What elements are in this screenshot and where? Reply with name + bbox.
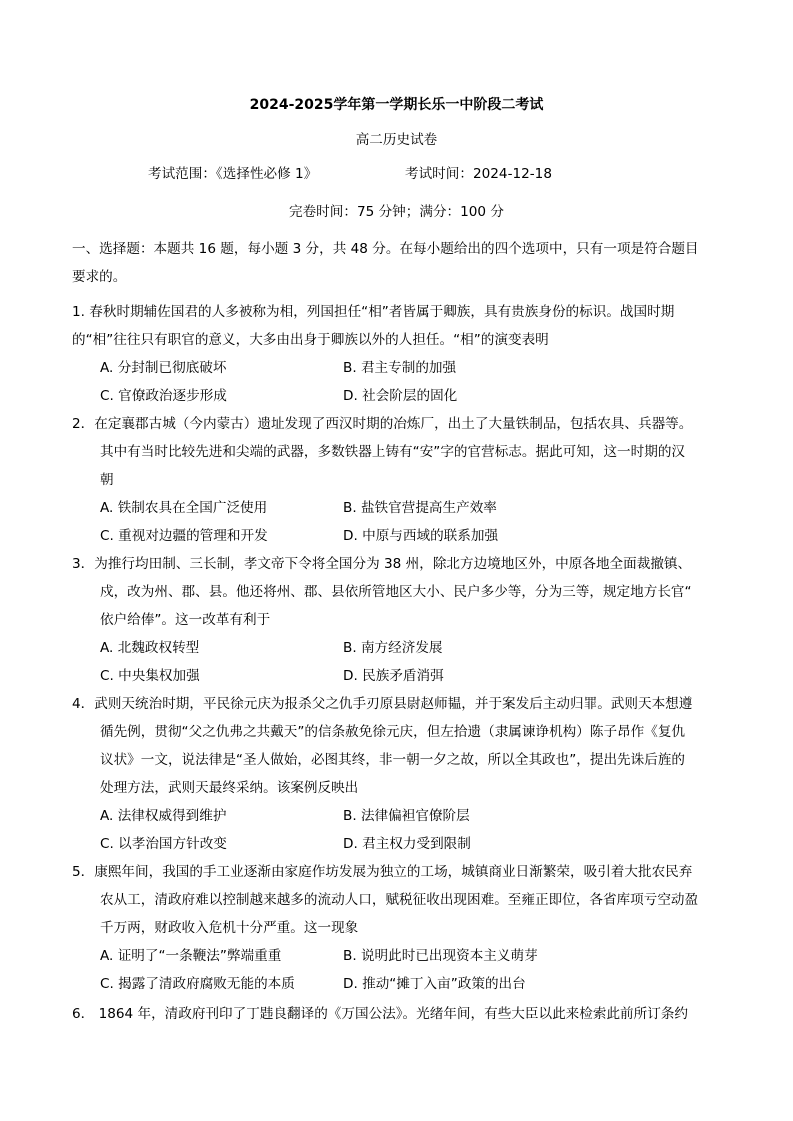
- option-c[interactable]: C. 重视对边疆的管理和开发: [100, 528, 268, 544]
- option-d[interactable]: D. 社会阶层的固化: [343, 388, 458, 404]
- question-text: 戍，改为州、郡、县。他还将州、郡、县依所管地区大小、民户多少等，分为三等，规定地方长官“: [100, 584, 692, 600]
- question-text: 5．康熙年间，我国的手工业逐渐由家庭作坊发展为独立的工场，城镇商业日渐繁荣，吸引着大批农民弃: [72, 864, 693, 880]
- exam-date: 考试时间：2024-12-18: [405, 166, 552, 182]
- question-text: 千万两，财政收入危机十分严重。这一现象: [100, 920, 359, 936]
- question-text: 1. 春秋时期辅佐国君的人多被称为相，列国担任“相”者皆属于卿族，具有贵族身份的标识。战国时期: [72, 304, 675, 320]
- option-c[interactable]: C. 以孝治国方针改变: [100, 836, 227, 852]
- question-text: 3．为推行均田制、三长制，孝文帝下令将全国分为 38 州，除北方边境地区外，中原各地全面裁撤镇、: [72, 556, 692, 572]
- exam-duration: 完卷时间：75 分钟；满分：100 分: [288, 204, 504, 220]
- option-a[interactable]: A. 铁制农具在全国广泛使用: [100, 500, 268, 516]
- question-text: 农从工，清政府难以控制越来越多的流动人口，赋税征收出现困难。至雍正即位，各省库项亏空动盈: [100, 892, 699, 908]
- option-a[interactable]: A. 法律权威得到维护: [100, 808, 227, 824]
- question-text: 依户给俸”。这一改革有利于: [100, 612, 271, 628]
- option-b[interactable]: B. 法律偏袒官僚阶层: [343, 808, 470, 824]
- question-text: 其中有当时比较先进和尖端的武器，多数铁器上铸有“安”字的官营标志。据此可知，这一时期的汉: [100, 444, 686, 460]
- option-a[interactable]: A. 分封制已彻底破坏: [100, 360, 227, 376]
- exam-subtitle: 高二历史试卷: [355, 132, 438, 148]
- question-text: 4．武则天统治时期，平民徐元庆为报杀父之仇手刃原县尉赵师韫，并于案发后主动归罪。武则天本想遵: [72, 696, 693, 712]
- option-b[interactable]: B. 说明此时已出现资本主义萌芽: [343, 948, 538, 964]
- option-c[interactable]: C. 官僚政治逐步形成: [100, 388, 227, 404]
- question-text: 循先例，贯彻“父之仇弗之共戴天”的信条赦免徐元庆，但左拾遗（隶属谏诤机构）陈子昂作《复仇: [100, 724, 686, 740]
- question-text: 处理方法，武则天最终采纳。该案例反映出: [100, 780, 359, 796]
- option-d[interactable]: D. 推动“摊丁入亩”政策的出台: [343, 976, 526, 992]
- section-heading: 一、选择题：本题共 16 题，每小题 3 分，共 48 分。在每小题给出的四个选项中，只有一项是符合题目: [72, 241, 699, 257]
- option-b[interactable]: B. 南方经济发展: [343, 640, 443, 656]
- option-c[interactable]: C. 中央集权加强: [100, 668, 200, 684]
- option-a[interactable]: A. 证明了“一条鞭法”弊端重重: [100, 948, 282, 964]
- option-a[interactable]: A. 北魏政权转型: [100, 640, 200, 656]
- exam-scope: 考试范围：《选择性必修 1》: [148, 166, 318, 182]
- option-d[interactable]: D. 中原与西域的联系加强: [343, 528, 499, 544]
- exam-title: 2024-2025学年第一学期长乐一中阶段二考试: [249, 97, 544, 113]
- question-text: 的“相”往往只有职官的意义，大多由出身于卿族以外的人担任。“相”的演变表明: [72, 332, 549, 348]
- section-heading-cont: 要求的。: [72, 269, 127, 285]
- option-c[interactable]: C. 揭露了清政府腐败无能的本质: [100, 976, 295, 992]
- option-b[interactable]: B. 君主专制的加强: [343, 360, 457, 376]
- option-d[interactable]: D. 民族矛盾消弭: [343, 668, 444, 684]
- option-d[interactable]: D. 君主权力受到限制: [343, 836, 471, 852]
- question-text: 朝: [100, 472, 114, 488]
- question-text: 6． 1864 年，清政府刊印了丁韪良翻译的《万国公法》。光绪年间，有些大臣以此来检索此前所订条约: [72, 1006, 689, 1022]
- option-b[interactable]: B. 盐铁官营提高生产效率: [343, 500, 497, 516]
- question-text: 议状》一文，说法律是“圣人做始，必图其终，非一朝一夕之故，所以全其政也”，提出先诛后旌的: [100, 752, 686, 768]
- question-text: 2．在定襄郡古城（今内蒙古）遗址发现了西汉时期的冶炼厂，出土了大量铁制品，包括农具、兵器等。: [72, 416, 693, 432]
